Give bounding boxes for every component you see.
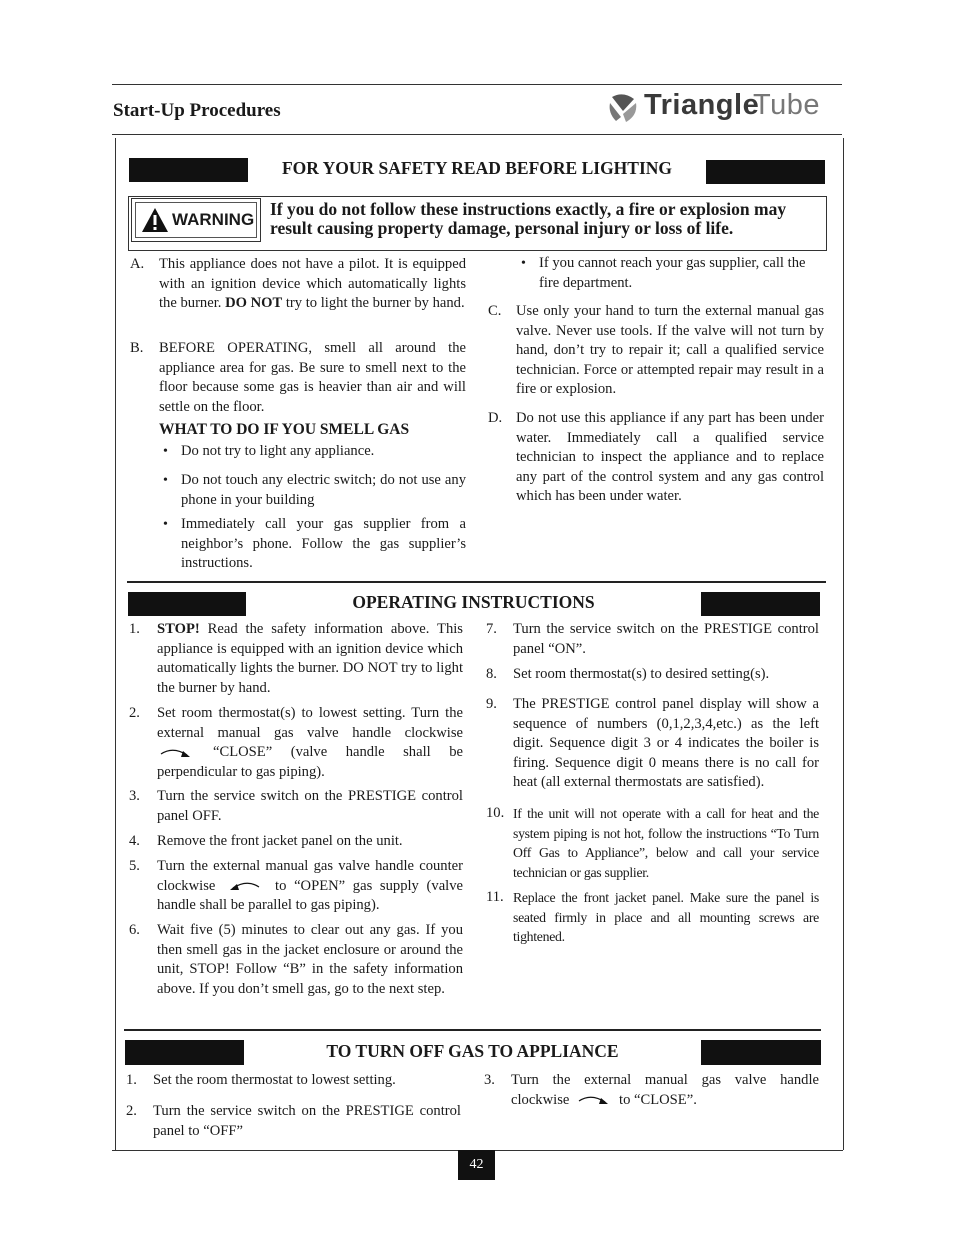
operating-step-3: Turn the service switch on the PRESTIGE control panel OFF. <box>157 788 463 824</box>
safety-section-title: FOR YOUR SAFETY READ BEFORE LIGHTING <box>281 158 673 178</box>
step-number: 5. <box>129 858 140 874</box>
step-number: 4. <box>129 833 140 849</box>
step-number: 3. <box>484 1072 495 1088</box>
safety-item-b: BEFORE OPERATING, smell all around the appliance area for gas. Be sure to smell next to the floor because some gas is heavier than air and will settle on the floor. <box>159 340 466 415</box>
section-bar-left <box>128 592 246 616</box>
step-number: 2. <box>129 705 140 721</box>
header-top-rule <box>112 84 842 85</box>
header-bottom-rule <box>112 134 842 135</box>
operating-step-6: Wait five (5) minutes to clear out any gas. If you then smell gas in the jacket enclosure or around the unit, STOP! Follow “B” in the safety information above. If you don’t smell gas, go to the next step. <box>157 922 463 997</box>
operating-step-9: The PRESTIGE control panel display will show a sequence of numbers (0,1,2,3,4,etc.) as the left digit. Sequence digit 3 or 4 indicates the boiler is firing. Sequence digit 0 means there is no call for heat (all external thermostats are satisfied). <box>513 696 819 790</box>
page-section-title: Start-Up Procedures <box>113 100 281 121</box>
section-bar-right <box>701 1040 821 1065</box>
safety-item-c: Use only your hand to turn the external manual gas valve. Never use tools. If the valve will not turn by hand, don’t try to repair it; call a qualified service technician. Force or attempted repair may result in a fire or explosion. <box>516 303 824 397</box>
section-bar-left <box>129 158 248 182</box>
section-bar-left <box>125 1040 244 1065</box>
warning-badge <box>131 198 261 242</box>
operating-step-10: If the unit will not operate with a call for heat and the system piping is not hot, follow the instructions “To Turn Off Gas to Appliance”, below and call your service technician or gas supplier. <box>513 806 819 880</box>
step-number: 7. <box>486 621 497 637</box>
step-number: 9. <box>486 696 497 712</box>
clockwise-arrow-icon <box>157 746 213 760</box>
operating-section-title: OPERATING INSTRUCTIONS <box>352 592 595 612</box>
smell-gas-bullet: Do not try to light any appliance. <box>181 443 375 459</box>
item-letter: A. <box>130 256 145 272</box>
brand-logo <box>608 91 840 123</box>
trianglelube-logo-icon <box>608 91 638 123</box>
operating-step-5 <box>157 857 463 916</box>
turnoff-step-2: Turn the service switch on the PRESTIGE control panel to “OFF” <box>153 1103 461 1139</box>
warning-text: If you do not follow these instructions exactly, a fire or explosion may result causing property damage, personal injury or loss of life. <box>270 199 787 238</box>
operating-step-1: STOP! Read the safety information above. This appliance is equipped with an ignition device which automatically lights the burner. DO NOT try to light the burner by hand. <box>157 621 463 696</box>
step-number: 6. <box>129 922 140 938</box>
step-text: Turn the external manual gas valve handle clockwise <box>511 1072 819 1108</box>
turnoff-section-title: TO TURN OFF GAS TO APPLIANCE <box>326 1041 619 1061</box>
warning-label: WARNING <box>172 210 255 229</box>
bullet-dot: • <box>163 444 168 459</box>
operating-step-8: Set room thermostat(s) to desired setting(s). <box>513 666 770 682</box>
smell-gas-bullet: Immediately call your gas supplier from a neighbor’s phone. Follow the gas supplier’s instructions. <box>181 516 466 571</box>
section-bar-right <box>706 160 825 184</box>
step-number: 1. <box>129 621 140 637</box>
step-number: 1. <box>126 1072 137 1088</box>
turnoff-step-1: Set the room thermostat to lowest setting. <box>153 1072 396 1088</box>
step-text: Turn the external manual gas valve handle counter clockwise <box>157 858 463 894</box>
bullet-dot: • <box>163 517 168 532</box>
operating-step-4: Remove the front jacket panel on the unit. <box>157 833 403 849</box>
step-text: to “CLOSE”. <box>619 1091 697 1108</box>
counterclockwise-arrow-icon <box>223 879 275 893</box>
step-text: Set room thermostat(s) to lowest setting. Turn the external manual gas valve handle clockwise <box>157 705 463 741</box>
smell-gas-bullet: Do not touch any electric switch; do not use any phone in your building <box>181 472 466 508</box>
step-number: 8. <box>486 666 497 682</box>
section-bar-right <box>701 592 820 616</box>
section-divider <box>124 1029 821 1031</box>
step-text: to “OPEN” gas supply (valve handle shall be parallel to gas piping). <box>157 877 463 913</box>
item-letter: D. <box>488 410 503 426</box>
safety-item-a: This appliance does not have a pilot. It is equipped with an ignition device which automatically lights the burner. DO NOT try to light the burner by hand. <box>159 256 466 311</box>
safety-item-d: Do not use this appliance if any part has been under water. Immediately call a qualified service technician to inspect the appliance and to replace any part of the control system and any gas control which has been under water. <box>516 410 824 504</box>
brand-name-part2: Tube <box>753 89 821 121</box>
clockwise-arrow-icon <box>573 1093 619 1107</box>
step-number: 2. <box>126 1103 137 1119</box>
item-letter: B. <box>130 340 144 356</box>
step-number: 11. <box>486 889 504 905</box>
smell-gas-bullet: If you cannot reach your gas supplier, call the fire department. <box>539 255 806 291</box>
brand-name-part1: Triangle <box>644 89 760 121</box>
item-letter: C. <box>488 303 502 319</box>
bullet-dot: • <box>163 473 168 488</box>
step-number: 10. <box>486 805 505 821</box>
operating-step-2 <box>157 704 463 782</box>
bullet-dot: • <box>521 256 526 271</box>
step-text: “CLOSE” (valve handle shall be perpendicular to gas piping). <box>157 744 463 780</box>
page-number: 42 <box>458 1150 495 1180</box>
smell-gas-heading: WHAT TO DO IF YOU SMELL GAS <box>159 421 410 438</box>
turnoff-step-3 <box>511 1071 819 1110</box>
operating-step-11: Replace the front jacket panel. Make sure the panel is seated firmly in place and all mounting screws are tightened. <box>513 890 819 944</box>
warning-triangle-icon <box>141 207 169 233</box>
operating-step-7: Turn the service switch on the PRESTIGE control panel “ON”. <box>513 621 819 657</box>
step-number: 3. <box>129 788 140 804</box>
section-divider <box>127 581 826 583</box>
